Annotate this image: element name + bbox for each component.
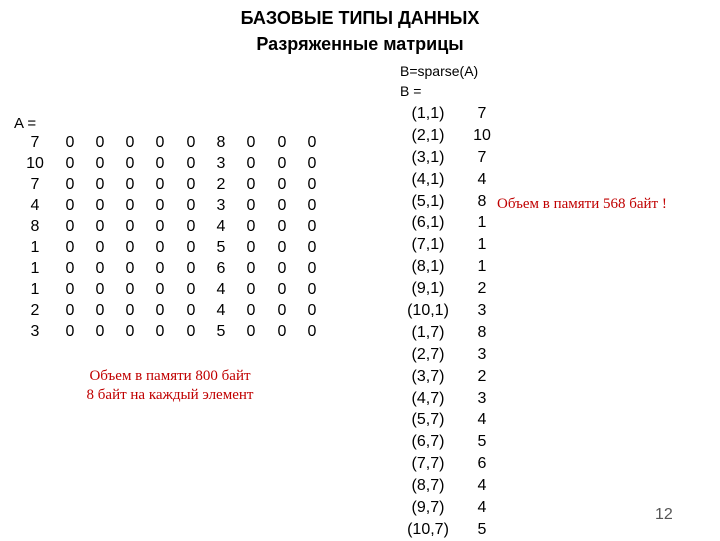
sparse-entry-index: (2,1) <box>411 126 445 144</box>
matrix-cell: 3 <box>216 197 226 214</box>
matrix-cell: 0 <box>246 239 256 256</box>
matrix-cell: 0 <box>246 218 256 235</box>
matrix-cell: 0 <box>186 134 196 151</box>
page-title: БАЗОВЫЕ ТИПЫ ДАННЫХ <box>240 8 480 28</box>
sparse-entry-value: 6 <box>477 455 487 473</box>
matrix-cell: 0 <box>155 239 165 256</box>
sparse-label: B = <box>400 83 422 99</box>
matrix-cell: 0 <box>125 176 135 193</box>
matrix-cell: 2 <box>216 176 226 193</box>
dense-memory-note-line: 8 байт на каждый элемент <box>86 387 254 403</box>
sparse-entry-index: (6,1) <box>411 214 445 232</box>
matrix-cell: 0 <box>186 155 196 172</box>
matrix-cell: 0 <box>95 197 105 214</box>
matrix-cell: 0 <box>65 155 75 172</box>
matrix-cell: 0 <box>155 134 165 151</box>
matrix-cell: 0 <box>95 302 105 319</box>
matrix-cell: 0 <box>246 323 256 340</box>
sparse-entry-value: 4 <box>477 477 487 495</box>
matrix-cell: 0 <box>125 197 135 214</box>
matrix-cell: 0 <box>277 176 287 193</box>
sparse-entry-index: (7,1) <box>411 236 445 254</box>
sparse-entry-index: (8,1) <box>411 258 445 276</box>
sparse-entry-value: 3 <box>477 389 487 407</box>
matrix-cell: 3 <box>216 155 226 172</box>
dense-memory-note <box>60 367 280 405</box>
sparse-entry-index: (9,7) <box>411 499 445 517</box>
sparse-entry-value: 8 <box>477 192 487 210</box>
matrix-cell: 0 <box>65 239 75 256</box>
matrix-cell: 0 <box>186 197 196 214</box>
sparse-entry-index: (3,1) <box>411 148 445 166</box>
sparse-entry-value: 7 <box>477 105 487 122</box>
matrix-cell: 0 <box>65 218 75 235</box>
sparse-entry-value: 5 <box>477 520 487 538</box>
sparse-entry-value: 3 <box>477 302 487 320</box>
matrix-cell: 5 <box>216 323 226 340</box>
matrix-cell: 0 <box>307 176 317 193</box>
matrix-cell: 0 <box>65 302 75 319</box>
matrix-cell: 0 <box>246 155 256 172</box>
matrix-cell: 0 <box>186 239 196 256</box>
matrix-cell: 0 <box>277 155 287 172</box>
sparse-entry-index: (4,1) <box>411 170 445 188</box>
sparse-entry-index: (2,7) <box>411 345 445 363</box>
sparse-entry-value: 2 <box>477 280 487 298</box>
matrix-cell: 0 <box>246 134 256 151</box>
matrix-cell: 0 <box>155 155 165 172</box>
matrix-cell: 0 <box>155 302 165 319</box>
matrix-cell: 0 <box>95 155 105 172</box>
matrix-cell: 0 <box>65 197 75 214</box>
matrix-cell: 3 <box>30 323 40 340</box>
matrix-cell: 0 <box>125 260 135 277</box>
matrix-cell: 0 <box>307 302 317 319</box>
matrix-cell: 0 <box>125 239 135 256</box>
matrix-cell: 0 <box>307 323 317 340</box>
sparse-entry-index: (1,7) <box>411 323 445 341</box>
matrix-cell: 0 <box>186 218 196 235</box>
sparse-entry-value: 4 <box>477 170 487 188</box>
matrix-cell: 0 <box>95 134 105 151</box>
matrix-cell: 4 <box>216 281 226 298</box>
sparse-entry-index: (1,1) <box>411 105 445 122</box>
matrix-cell: 0 <box>125 281 135 298</box>
sparse-entry-value: 1 <box>477 258 487 276</box>
matrix-cell: 0 <box>65 134 75 151</box>
sparse-command: B=sparse(A) <box>400 63 479 79</box>
matrix-cell: 4 <box>216 302 226 319</box>
matrix-cell: 0 <box>307 155 317 172</box>
sparse-entry-index: (5,7) <box>411 411 445 429</box>
matrix-cell: 0 <box>307 197 317 214</box>
matrix-cell: 0 <box>65 323 75 340</box>
sparse-entry-value: 1 <box>477 236 487 254</box>
sparse-entry-value: 5 <box>477 433 487 451</box>
sparse-header <box>400 61 478 101</box>
matrix-cell: 0 <box>307 218 317 235</box>
matrix-cell: 0 <box>307 134 317 151</box>
matrix-cell: 1 <box>30 239 40 256</box>
matrix-cell: 0 <box>65 260 75 277</box>
matrix-cell: 0 <box>95 239 105 256</box>
sparse-entry-index: (7,7) <box>411 455 445 473</box>
matrix-cell: 0 <box>246 302 256 319</box>
sparse-entry-value: 4 <box>477 499 487 517</box>
matrix-cell: 0 <box>277 239 287 256</box>
sparse-entry-value: 3 <box>477 345 487 363</box>
sparse-entry-index: (10,7) <box>407 520 449 538</box>
matrix-cell: 0 <box>155 260 165 277</box>
matrix-cell: 0 <box>277 260 287 277</box>
matrix-cell: 0 <box>246 281 256 298</box>
matrix-cell: 0 <box>307 239 317 256</box>
matrix-cell: 0 <box>125 155 135 172</box>
matrix-cell: 0 <box>307 281 317 298</box>
matrix-cell: 0 <box>186 281 196 298</box>
sparse-entry-value: 10 <box>473 126 491 144</box>
matrix-cell: 0 <box>95 176 105 193</box>
sparse-entry-value: 7 <box>477 148 487 166</box>
matrix-cell: 1 <box>30 260 40 277</box>
sparse-entry-index: (10,1) <box>407 302 449 320</box>
sparse-entry-index: (6,7) <box>411 433 445 451</box>
matrix-cell: 0 <box>65 281 75 298</box>
matrix-cell: 0 <box>246 260 256 277</box>
matrix-cell: 0 <box>186 260 196 277</box>
sparse-entry-index: (5,1) <box>411 192 445 210</box>
matrix-cell: 0 <box>95 281 105 298</box>
matrix-cell: 0 <box>277 281 287 298</box>
matrix-cell: 0 <box>186 176 196 193</box>
matrix-cell: 5 <box>216 239 226 256</box>
matrix-cell: 0 <box>186 302 196 319</box>
matrix-cell: 1 <box>30 281 40 298</box>
sparse-entry-index: (4,7) <box>411 389 445 407</box>
dense-memory-note-line: Объем в памяти 800 байт <box>89 368 251 384</box>
matrix-cell: 0 <box>125 323 135 340</box>
matrix-cell: 4 <box>216 218 226 235</box>
matrix-cell: 0 <box>125 134 135 151</box>
matrix-cell: 0 <box>155 218 165 235</box>
matrix-cell: 8 <box>30 218 40 235</box>
matrix-cell: 0 <box>277 302 287 319</box>
matrix-cell: 0 <box>155 323 165 340</box>
matrix-cell: 0 <box>246 176 256 193</box>
matrix-cell: 0 <box>186 323 196 340</box>
sparse-entry-value: 2 <box>477 367 487 385</box>
matrix-cell: 4 <box>30 197 40 214</box>
matrix-cell: 0 <box>155 176 165 193</box>
matrix-cell: 10 <box>26 155 44 172</box>
sparse-entry-value: 4 <box>477 411 487 429</box>
matrix-cell: 0 <box>246 197 256 214</box>
sparse-entry-value: 8 <box>477 323 487 341</box>
matrix-cell: 6 <box>216 260 226 277</box>
matrix-cell: 0 <box>95 260 105 277</box>
matrix-cell: 0 <box>95 218 105 235</box>
sparse-memory-note: Объем в памяти 568 байт ! <box>497 196 667 212</box>
matrix-cell: 0 <box>95 323 105 340</box>
matrix-cell: 0 <box>125 218 135 235</box>
matrix-cell: 0 <box>277 134 287 151</box>
matrix-cell: 0 <box>65 176 75 193</box>
sparse-entry-value: 1 <box>477 214 487 232</box>
matrix-cell: 0 <box>277 323 287 340</box>
matrix-cell: 0 <box>277 197 287 214</box>
sparse-entry-index: (8,7) <box>411 477 445 495</box>
page-number: 12 <box>655 506 673 523</box>
page-subtitle: Разряженные матрицы <box>256 34 464 54</box>
matrix-cell: 0 <box>277 218 287 235</box>
matrix-cell: 0 <box>155 281 165 298</box>
sparse-entry-index: (9,1) <box>411 280 445 298</box>
matrix-cell: 7 <box>30 134 40 151</box>
matrix-cell: 2 <box>30 302 40 319</box>
matrix-cell: 0 <box>307 260 317 277</box>
matrix-cell: 8 <box>216 134 226 151</box>
matrix-cell: 0 <box>125 302 135 319</box>
matrix-label: A = <box>14 115 37 132</box>
sparse-entry-index: (3,7) <box>411 367 445 385</box>
matrix-cell: 0 <box>155 197 165 214</box>
matrix-cell: 7 <box>30 176 40 193</box>
